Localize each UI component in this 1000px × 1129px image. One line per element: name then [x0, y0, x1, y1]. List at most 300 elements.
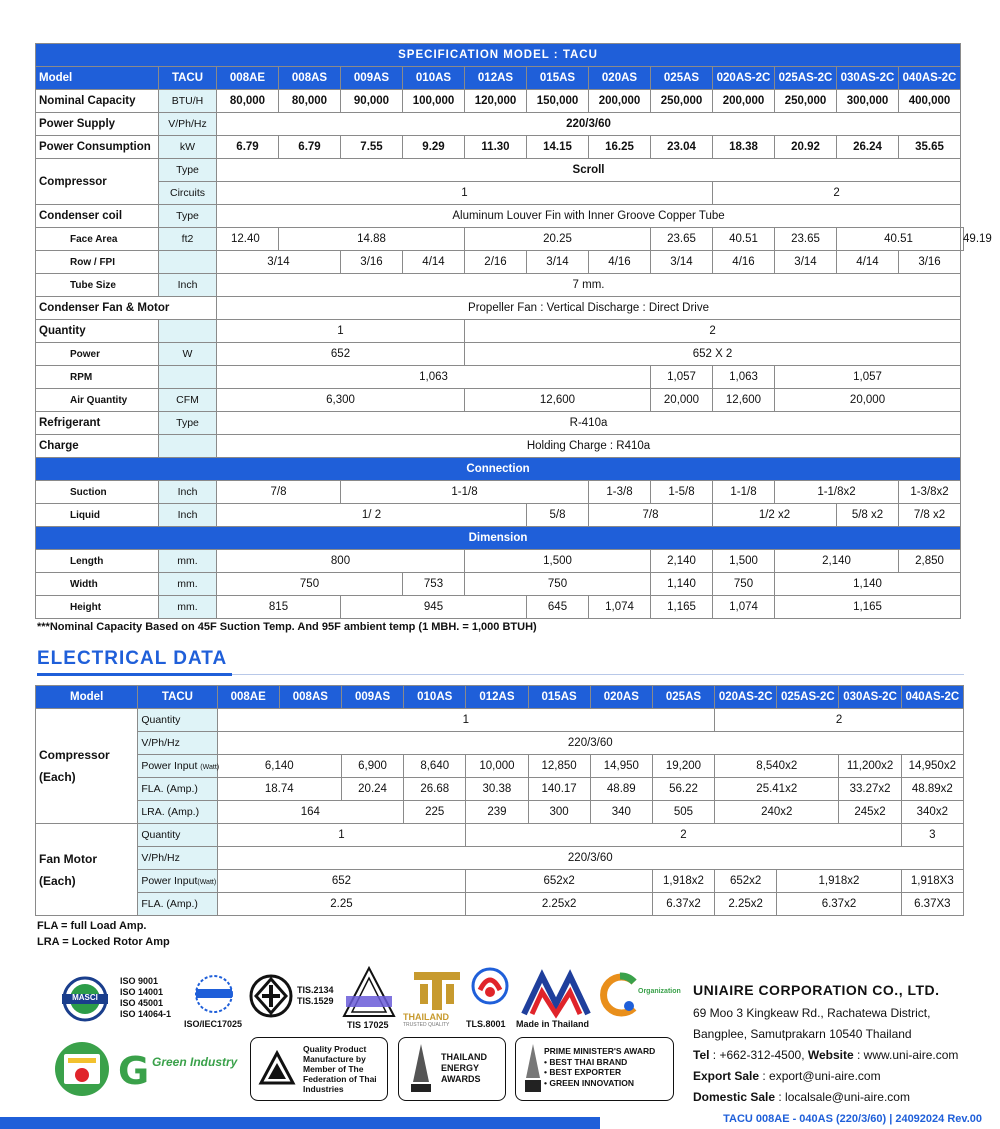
model-col: 010AS: [404, 686, 466, 709]
row-unit: Circuits: [159, 182, 217, 205]
row-unit: [159, 251, 217, 274]
model-col: 009AS: [341, 686, 403, 709]
green-industry-logo: [118, 1048, 242, 1093]
iso-item: ISO 9001: [120, 976, 159, 986]
height-row: [36, 596, 964, 619]
cell: 1,918x2: [652, 870, 714, 893]
cell: 4/16: [713, 251, 775, 274]
cell: 6,140: [217, 755, 341, 778]
tube-size-row: [36, 274, 964, 297]
model-col: 015AS: [527, 67, 589, 90]
row-unit: Inch: [159, 274, 217, 297]
cell: 220/3/60: [217, 847, 963, 870]
tls-logo: [470, 964, 510, 1014]
specification-table: [35, 43, 992, 619]
export-sale: [693, 1066, 958, 1087]
row-label: FLA. (Amp.): [138, 778, 217, 801]
connection-section: [36, 458, 964, 481]
tis-item: TIS.2134: [297, 985, 334, 995]
row-unit: W: [159, 343, 217, 366]
cell: 4/16: [589, 251, 651, 274]
row-label: Tube Size: [36, 274, 159, 297]
cell: 652x2: [715, 870, 777, 893]
cell: 750: [465, 573, 651, 596]
tis-text: [297, 985, 334, 1007]
cell: 400,000: [899, 90, 961, 113]
domestic-label: Domestic Sale: [693, 1090, 776, 1104]
cell: 1,500: [465, 550, 651, 573]
row-label: Width: [36, 573, 159, 596]
company-address: 69 Moo 3 Kingkeaw Rd., Rachatewa District,: [693, 1006, 931, 1020]
power-supply-row: [36, 113, 964, 136]
cell: 20,000: [651, 389, 713, 412]
cell: 3/14: [527, 251, 589, 274]
made-in-thailand-logo: [520, 970, 592, 1016]
cell: 25.41x2: [715, 778, 839, 801]
cell: 1: [217, 824, 466, 847]
cell: 652: [217, 870, 466, 893]
thailand-text: THAILAND: [403, 1012, 449, 1022]
thailand-energy-awards-logo: [398, 1037, 506, 1101]
row-unit: ft2: [159, 228, 217, 251]
row-label: Power: [36, 343, 159, 366]
cell: 40.51: [713, 228, 775, 251]
compressor-circuits-row: [36, 182, 964, 205]
model-col: 030AS-2C: [839, 686, 901, 709]
row-label: Condenser coil: [36, 205, 159, 228]
cell: 2.25x2: [466, 893, 653, 916]
cell: 10,000: [466, 755, 528, 778]
row-label: Charge: [36, 435, 159, 458]
domestic-email[interactable]: : localsale@uni-aire.com: [775, 1090, 910, 1104]
cell: 6.79: [217, 136, 279, 159]
cell: 220/3/60: [217, 732, 963, 755]
c-lra-row: [36, 801, 964, 824]
cell: 800: [217, 550, 465, 573]
iso-list: [120, 976, 171, 1020]
cell: 1,063: [713, 366, 775, 389]
cell: 11,200x2: [839, 755, 901, 778]
web-value[interactable]: : www.uni-aire.com: [853, 1048, 959, 1062]
cell: 35.65: [899, 136, 961, 159]
model-col: 030AS-2C: [837, 67, 899, 90]
cell: 250,000: [651, 90, 713, 113]
label-text: Power Input: [141, 760, 198, 772]
green-industry-text: Green Industry: [152, 1055, 238, 1069]
charge-row: [36, 435, 964, 458]
company-contact: [693, 1045, 958, 1066]
cell: 12.40: [217, 228, 279, 251]
row-label: Refrigerant: [36, 412, 159, 435]
model-unit: TACU: [138, 686, 217, 709]
row-label: Length: [36, 550, 159, 573]
tls-text: TLS.8001: [466, 1019, 506, 1029]
cell: 1-1/8: [341, 481, 589, 504]
cell: 2: [465, 320, 961, 343]
cell: 340: [590, 801, 652, 824]
length-row: [36, 550, 964, 573]
thailand-sub: TRUSTED QUALITY: [403, 1022, 450, 1028]
cell: 6,300: [217, 389, 465, 412]
cell: 12,850: [528, 755, 590, 778]
cell: 20.24: [341, 778, 403, 801]
fti-logo: [250, 1037, 388, 1101]
cell: 1/2 x2: [713, 504, 837, 527]
row-label: Quantity: [36, 320, 159, 343]
export-email[interactable]: : export@uni-aire.com: [759, 1069, 881, 1083]
cell: 14.15: [527, 136, 589, 159]
pm-award-item: • GREEN INNOVATION: [544, 1077, 635, 1088]
fti-text: Quality Product Manufacture by Member of The Federation of Thai Industries: [303, 1044, 377, 1094]
cell: 56.22: [652, 778, 714, 801]
cell: 7/8 x2: [899, 504, 961, 527]
air-quantity-row: [36, 389, 964, 412]
model-col: 020AS: [590, 686, 652, 709]
row-unit: BTU/H: [159, 90, 217, 113]
row-unit: Type: [159, 205, 217, 228]
cell: 7.55: [341, 136, 403, 159]
cell: 300: [528, 801, 590, 824]
condenser-fan-row: [36, 297, 964, 320]
cell: 14,950: [590, 755, 652, 778]
model-col: 010AS: [403, 67, 465, 90]
row-unit: mm.: [159, 550, 217, 573]
cell: 945: [341, 596, 527, 619]
cell: 505: [652, 801, 714, 824]
liquid-row: [36, 504, 964, 527]
model-col: 040AS-2C: [901, 686, 963, 709]
cell: 7/8: [217, 481, 341, 504]
masci-text: MASCI: [72, 993, 98, 1002]
cell: 20.25: [465, 228, 651, 251]
cell: 1/ 2: [217, 504, 527, 527]
iso17025-text: ISO/IEC17025: [184, 1019, 243, 1029]
c-fla-row: [36, 778, 964, 801]
electrical-table: [35, 685, 964, 916]
row-unit: mm.: [159, 573, 217, 596]
cell: 1,074: [589, 596, 651, 619]
cell: 3/14: [217, 251, 341, 274]
tis-item: TIS.1529: [297, 996, 334, 1006]
cell: 250,000: [775, 90, 837, 113]
cell: 2,850: [899, 550, 961, 573]
row-label: [138, 870, 217, 893]
cell: 6,900: [341, 755, 403, 778]
cell: 5/8 x2: [837, 504, 899, 527]
cell: 1,165: [651, 596, 713, 619]
lra-note: LRA = Locked Rotor Amp: [37, 936, 170, 948]
model-col: 008AE: [217, 67, 279, 90]
section-heading: Connection: [36, 458, 961, 481]
cell: 1: [217, 182, 713, 205]
pm-award-title: PRIME MINISTER'S AWARD: [544, 1046, 656, 1056]
cell: 90,000: [341, 90, 403, 113]
cell: 33.27x2: [839, 778, 901, 801]
section-heading: Dimension: [36, 527, 961, 550]
cell: 2.25: [217, 893, 466, 916]
spec-header-row: [36, 67, 964, 90]
company-address: Bangplee, Samutprakarn 10540 Thailand: [693, 1027, 912, 1041]
quantity-row: [36, 320, 964, 343]
cell: 16.25: [589, 136, 651, 159]
model-label: Model: [36, 686, 138, 709]
cell: 652 X 2: [465, 343, 961, 366]
cell: 2: [466, 824, 901, 847]
row-label: Compressor: [36, 159, 159, 205]
row-label: Power Supply: [36, 113, 159, 136]
cell: 4/14: [403, 251, 465, 274]
row-label: LRA. (Amp.): [138, 801, 217, 824]
footer-text: TACU 008AE - 040AS (220/3/60) | 24092024 Rev.00: [723, 1113, 982, 1125]
electrical-title: ELECTRICAL DATA: [37, 648, 228, 669]
compressor-type-row: [36, 159, 964, 182]
model-col: 020AS-2C: [715, 686, 777, 709]
row-label: Row / FPI: [36, 251, 159, 274]
row-unit: [159, 435, 217, 458]
group-label: Compressor: [39, 748, 110, 762]
power-row: [36, 343, 964, 366]
row-label: Height: [36, 596, 159, 619]
row-unit: [159, 366, 217, 389]
model-col: 012AS: [465, 67, 527, 90]
row-unit: kW: [159, 136, 217, 159]
tis17025-logo: [340, 966, 398, 1018]
cell: 2: [713, 182, 961, 205]
row-label: RPM: [36, 366, 159, 389]
cell: 150,000: [527, 90, 589, 113]
model-col: 008AS: [279, 67, 341, 90]
model-col: 025AS: [652, 686, 714, 709]
group-label: (Each): [39, 770, 76, 784]
cell: 1,074: [713, 596, 775, 619]
row-fpi-row: [36, 251, 964, 274]
fan-motor-group: [36, 824, 138, 916]
cell: 18.74: [217, 778, 341, 801]
cell: 220/3/60: [217, 113, 961, 136]
capacity-note: ***Nominal Capacity Based on 45F Suction Temp. And 95F ambient temp (1 MBH. = 1,000 BTUH): [37, 621, 537, 633]
cell: 200,000: [589, 90, 651, 113]
divider: [37, 673, 232, 676]
model-col: 040AS-2C: [899, 67, 961, 90]
cell: 1,057: [775, 366, 961, 389]
cell: 1,165: [775, 596, 961, 619]
cell: 3/16: [899, 251, 961, 274]
cell: 8,540x2: [715, 755, 839, 778]
cell: 48.89x2: [901, 778, 963, 801]
footer-bar: [0, 1117, 600, 1129]
group-label: Fan Motor: [39, 851, 97, 866]
cell: 1: [217, 320, 465, 343]
label-unit: (Watt): [200, 764, 220, 771]
f-fla-row: [36, 893, 964, 916]
cell: 300,000: [837, 90, 899, 113]
electrical-header-row: [36, 686, 964, 709]
masci-logo: [54, 976, 116, 1022]
row-label: Nominal Capacity: [36, 90, 159, 113]
cell: 2.25x2: [715, 893, 777, 916]
iso-item: ISO 45001: [120, 998, 164, 1008]
model-col: 012AS: [466, 686, 528, 709]
made-in-text: Made in Thailand: [516, 1019, 590, 1029]
cell: 1-3/8x2: [899, 481, 961, 504]
model-col: 025AS-2C: [775, 67, 837, 90]
width-row: [36, 573, 964, 596]
cell: 3/16: [341, 251, 403, 274]
face-area-row: [36, 228, 964, 251]
dimension-section: [36, 527, 964, 550]
label-text: Power Input: [141, 875, 198, 887]
cell: 4/14: [837, 251, 899, 274]
pm-award-item: • BEST THAI BRAND: [544, 1056, 628, 1067]
cell: 200,000: [713, 90, 775, 113]
cell: 6.37X3: [901, 893, 963, 916]
cell: 7 mm.: [217, 274, 961, 297]
model-unit: TACU: [159, 67, 217, 90]
row-label: V/Ph/Hz: [138, 847, 217, 870]
cell: 26.24: [837, 136, 899, 159]
cell: 1-1/8x2: [775, 481, 899, 504]
row-label: Air Quantity: [36, 389, 159, 412]
cell: 5/8: [527, 504, 589, 527]
cell: 1-5/8: [651, 481, 713, 504]
tel-label: Tel: [693, 1048, 710, 1062]
cell: 6.37x2: [777, 893, 901, 916]
cell: 49.19: [961, 228, 964, 251]
row-label: Quantity: [138, 824, 217, 847]
cell: 1,140: [651, 573, 713, 596]
row-unit: Inch: [159, 504, 217, 527]
cell: Propeller Fan : Vertical Discharge : Direct Drive: [217, 297, 961, 320]
cell: 6.79: [279, 136, 341, 159]
c-quantity-row: [36, 709, 964, 732]
cell: 753: [403, 573, 465, 596]
cell: 6.37x2: [652, 893, 714, 916]
cell: 18.38: [713, 136, 775, 159]
row-label: Suction: [36, 481, 159, 504]
power-consumption-row: [36, 136, 964, 159]
pm-award-item: • BEST EXPORTER: [544, 1067, 622, 1077]
spec-title: SPECIFICATION MODEL : TACU: [36, 44, 961, 67]
row-label: Quantity: [138, 709, 217, 732]
row-unit: mm.: [159, 596, 217, 619]
web-label: Website: [807, 1048, 854, 1062]
f-quantity-row: [36, 824, 964, 847]
f-power-input-row: [36, 870, 964, 893]
cell: 340x2: [901, 801, 963, 824]
cell: 20.92: [775, 136, 837, 159]
model-col: 025AS-2C: [777, 686, 839, 709]
cell: 3: [901, 824, 963, 847]
group-label: (Each): [39, 873, 76, 888]
energy-awards-text: THAILAND ENERGY AWARDS: [441, 1052, 487, 1084]
cell: 239: [466, 801, 528, 824]
c-vphhz-row: [36, 732, 964, 755]
cell: 23.04: [651, 136, 713, 159]
f-vphhz-row: [36, 847, 964, 870]
model-col: 009AS: [341, 67, 403, 90]
row-unit: Type: [159, 412, 217, 435]
cell: 19,200: [652, 755, 714, 778]
cell: 140.17: [528, 778, 590, 801]
cell: 14,950x2: [901, 755, 963, 778]
cell: 164: [217, 801, 404, 824]
cell: 1: [217, 709, 715, 732]
cell: 645: [527, 596, 589, 619]
compressor-group: [36, 709, 138, 824]
c-power-input-row: [36, 755, 964, 778]
cell: 652x2: [466, 870, 653, 893]
cell: 20,000: [775, 389, 961, 412]
model-col: 008AS: [279, 686, 341, 709]
cell: 3/14: [775, 251, 837, 274]
cell: 245x2: [839, 801, 901, 824]
tis-logo: [248, 973, 294, 1019]
label-unit: (Watt): [197, 879, 217, 886]
row-label: FLA. (Amp.): [138, 893, 217, 916]
cell: 2,140: [651, 550, 713, 573]
cell: 9.29: [403, 136, 465, 159]
model-col: 025AS: [651, 67, 713, 90]
cell: 1,140: [775, 573, 961, 596]
model-col: 020AS-2C: [713, 67, 775, 90]
row-label: V/Ph/Hz: [138, 732, 217, 755]
company-info: [693, 980, 958, 1108]
iso-item: ISO 14001: [120, 987, 164, 997]
row-label: Condenser Fan & Motor: [36, 297, 217, 320]
cell: 8,640: [404, 755, 466, 778]
row-unit: V/Ph/Hz: [159, 113, 217, 136]
cell: Holding Charge : R410a: [217, 435, 961, 458]
row-unit: Inch: [159, 481, 217, 504]
cell: 1,500: [713, 550, 775, 573]
nominal-capacity-row: [36, 90, 964, 113]
cell: 23.65: [651, 228, 713, 251]
rpm-row: [36, 366, 964, 389]
green-org-text: Organization: [638, 988, 681, 995]
cell: 652: [217, 343, 465, 366]
cell: 26.68: [404, 778, 466, 801]
cell: 100,000: [403, 90, 465, 113]
row-label: Face Area: [36, 228, 159, 251]
refrigerant-row: [36, 412, 964, 435]
cell: Aluminum Louver Fin with Inner Groove Copper Tube: [217, 205, 961, 228]
company-name: UNIAIRE CORPORATION CO., LTD.: [693, 982, 940, 998]
cell: 7/8: [589, 504, 713, 527]
cell: 1,057: [651, 366, 713, 389]
cell: Scroll: [217, 159, 961, 182]
cell: 750: [217, 573, 403, 596]
cell: 40.51: [837, 228, 961, 251]
cell: 120,000: [465, 90, 527, 113]
cell: 1-3/8: [589, 481, 651, 504]
cell: 80,000: [279, 90, 341, 113]
tel-value: : +662-312-4500,: [709, 1048, 808, 1062]
cell: 1,918x2: [777, 870, 901, 893]
cell: 23.65: [775, 228, 837, 251]
cell: 225: [404, 801, 466, 824]
tis17025-text: TIS 17025: [347, 1020, 389, 1030]
cell: R-410a: [217, 412, 961, 435]
row-label: Liquid: [36, 504, 159, 527]
model-col: 008AE: [217, 686, 279, 709]
iso-item: ISO 14064-1: [120, 1009, 172, 1019]
model-col: 020AS: [589, 67, 651, 90]
cell: 12,600: [465, 389, 651, 412]
cell: 750: [713, 573, 775, 596]
fla-note: FLA = full Load Amp.: [37, 920, 147, 932]
domestic-sale: [693, 1087, 958, 1108]
export-label: Export Sale: [693, 1069, 760, 1083]
